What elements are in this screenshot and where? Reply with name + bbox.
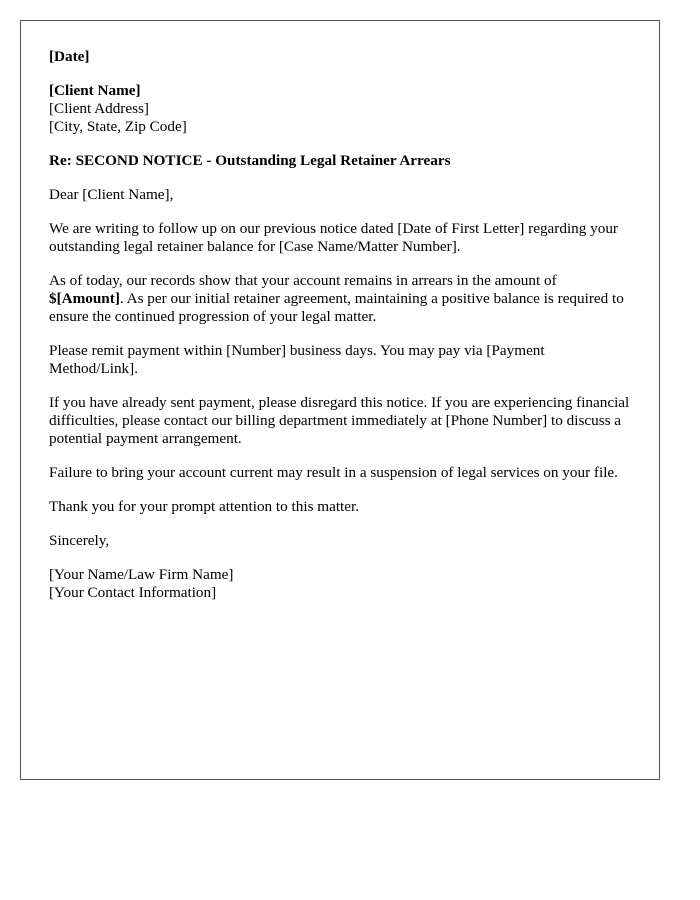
letter-salutation: Dear [Client Name], [49,186,174,203]
letter-paragraph-1: We are writing to follow up on our previous notice dated [Date of First Letter] regarding your outstanding legal retainer balance for [Case Name/Matter Number]. [49,220,618,255]
letter-paragraph-3: Please remit payment within [Number] business days. You may pay via [Payment Method/Link]. [49,342,545,377]
recipient-name: [Client Name] [49,82,141,99]
letter-date: [Date] [49,48,90,65]
letter-subject: Re: SECOND NOTICE - Outstanding Legal Retainer Arrears [49,152,451,169]
letter-paragraph-6: Thank you for your prompt attention to this matter. [49,498,360,515]
letter-closing: Sincerely, [49,532,110,549]
letter-paragraph-2 [49,272,631,326]
signature-contact: [Your Contact Information] [49,584,217,601]
paragraph-2-before: As of today, our records show that your account remains in arrears in the amount of [49,272,557,289]
paragraph-2-after: . As per our initial retainer agreement, maintaining a positive balance is required to ensure the continued progression of your legal matter. [49,290,624,325]
letter-date-block [49,48,631,66]
letter-page [20,20,660,780]
letter-paragraph-5: Failure to bring your account current may result in a suspension of legal services on your file. [49,464,618,481]
outstanding-amount: $[Amount] [49,290,120,307]
recipient-address: [Client Address] [49,100,149,117]
signature-name: [Your Name/Law Firm Name] [49,566,234,583]
signature-block [49,566,631,602]
recipient-block [49,82,631,136]
recipient-city-state-zip: [City, State, Zip Code] [49,118,187,135]
letter-paragraph-4: If you have already sent payment, please disregard this notice. If you are experiencing financial difficulties, please contact our billing department immediately at [Phone Number] to discuss a potential payment arrangement. [49,394,630,447]
